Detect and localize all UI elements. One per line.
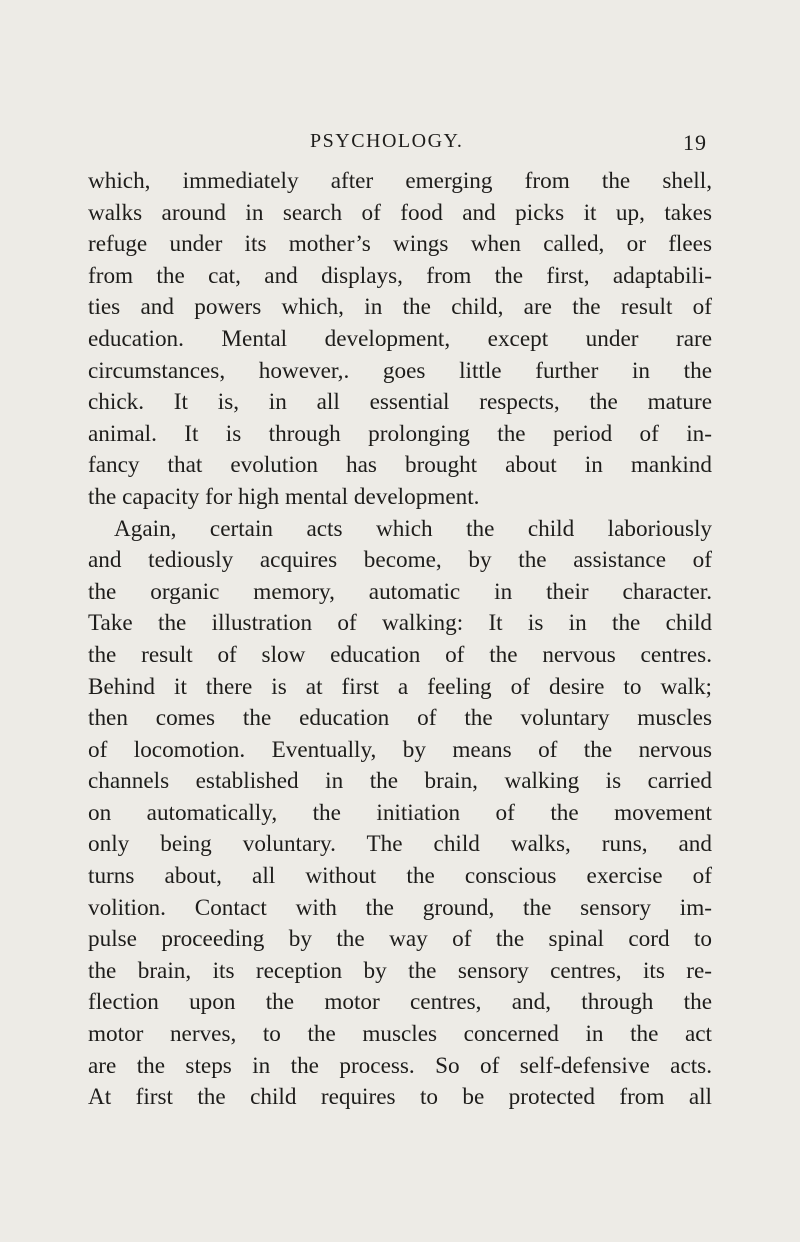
text-line: pulse proceeding by the way of the spinal cord to — [88, 926, 712, 953]
text-line: circumstances, however,. goes little further in the — [88, 357, 712, 384]
text-line: walks around in search of food and picks it up, takes — [88, 199, 712, 226]
text-line: Take the illustration of walking: It is in the child — [88, 610, 712, 637]
text-line: the result of slow education of the nervous centres. — [88, 641, 712, 668]
page-number: 19 — [683, 130, 707, 155]
text-line: of locomotion. Eventually, by means of the nervous — [88, 736, 712, 763]
running-title: PSYCHOLOGY. — [310, 130, 464, 152]
text-line: fancy that evolution has brought about in mankind — [88, 452, 712, 479]
body-text — [88, 166, 712, 1114]
text-line: education. Mental development, except under rare — [88, 325, 712, 352]
text-line: channels established in the brain, walking is carried — [88, 768, 712, 795]
text-line: ties and powers which, in the child, are the result of — [88, 294, 712, 321]
page-header — [310, 130, 710, 160]
text-line: At first the child requires to be protected from all — [88, 1084, 712, 1111]
text-line: on automatically, the initiation of the movement — [88, 799, 712, 826]
text-line: only being voluntary. The child walks, runs, and — [88, 831, 712, 858]
text-line: motor nerves, to the muscles concerned in the act — [88, 1021, 712, 1048]
text-line: refuge under its mother’s wings when called, or flees — [88, 231, 712, 258]
text-line: the brain, its reception by the sensory centres, its re- — [88, 957, 712, 984]
text-line: are the steps in the process. So of self-defensive acts. — [88, 1052, 712, 1079]
text-line: Again, certain acts which the child laboriously — [114, 515, 712, 542]
text-line: the organic memory, automatic in their character. — [88, 578, 712, 605]
text-line: animal. It is through prolonging the period of in- — [88, 420, 712, 447]
text-line: and tediously acquires become, by the assistance of — [88, 547, 712, 574]
text-line: flection upon the motor centres, and, through the — [88, 989, 712, 1016]
text-line: then comes the education of the voluntary muscles — [88, 705, 712, 732]
text-line: from the cat, and displays, from the first, adaptabili- — [88, 262, 712, 289]
text-line: volition. Contact with the ground, the sensory im- — [88, 894, 712, 921]
text-line: which, immediately after emerging from the shell, — [88, 168, 712, 194]
text-line: Behind it there is at first a feeling of desire to walk; — [88, 673, 712, 700]
text-line: turns about, all without the conscious exercise of — [88, 863, 712, 890]
text-line: the capacity for high mental development. — [88, 483, 480, 510]
text-line: chick. It is, in all essential respects, the mature — [88, 389, 712, 416]
